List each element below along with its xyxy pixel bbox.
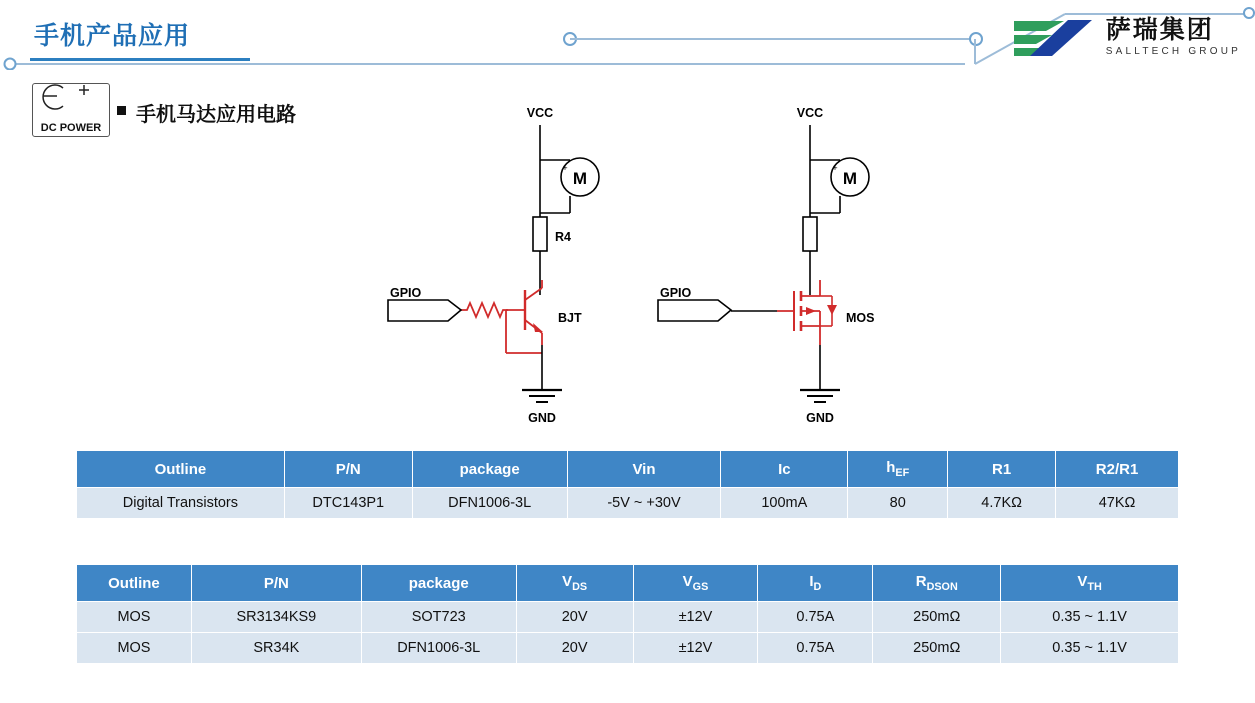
cell-hef: 80 bbox=[848, 488, 948, 519]
cell-outline: MOS bbox=[77, 602, 192, 633]
cell-vth: 0.35 ~ 1.1V bbox=[1001, 602, 1179, 633]
cell-vds: 20V bbox=[516, 602, 633, 633]
cell-id: 0.75A bbox=[758, 633, 873, 664]
th-pn: P/N bbox=[191, 565, 361, 602]
cell-vgs: ±12V bbox=[633, 602, 758, 633]
th-outline: Outline bbox=[77, 451, 285, 488]
th-vds: $V_{DS}$ bbox=[516, 565, 633, 602]
circuit-schematic bbox=[330, 95, 950, 435]
th-package: package bbox=[361, 565, 516, 602]
digital-transistors-table bbox=[76, 450, 1179, 519]
th-vgs: $V_{GS}$ bbox=[633, 565, 758, 602]
cell-outline: Digital Transistors bbox=[77, 488, 285, 519]
table-row bbox=[77, 602, 1179, 633]
cell-rdson: 250mΩ bbox=[873, 633, 1001, 664]
cell-pn: SR3134KS9 bbox=[191, 602, 361, 633]
svg-text:GPIO: GPIO bbox=[390, 286, 422, 300]
cell-vgs: ±12V bbox=[633, 633, 758, 664]
cell-package: DFN1006-3L bbox=[412, 488, 567, 519]
title-underline bbox=[30, 58, 250, 61]
cell-r1: 4.7KΩ bbox=[948, 488, 1056, 519]
mos-table bbox=[76, 564, 1179, 664]
th-hef: $h_{EF}$ bbox=[848, 451, 948, 488]
cell-pn: DTC143P1 bbox=[284, 488, 412, 519]
cell-pn: SR34K bbox=[191, 633, 361, 664]
table-header-row bbox=[77, 451, 1179, 488]
table-row bbox=[77, 633, 1179, 664]
cell-package: DFN1006-3L bbox=[361, 633, 516, 664]
cell-package: SOT723 bbox=[361, 602, 516, 633]
logo-text-cn: 萨瑞集团 bbox=[1105, 16, 1214, 44]
svg-text:MOS: MOS bbox=[846, 311, 875, 325]
cell-id: 0.75A bbox=[758, 602, 873, 633]
page-header bbox=[0, 0, 1255, 70]
th-package: package bbox=[412, 451, 567, 488]
cell-ic: 100mA bbox=[721, 488, 848, 519]
svg-text:+: + bbox=[562, 163, 568, 173]
th-r1: R1 bbox=[948, 451, 1056, 488]
th-outline: Outline bbox=[77, 565, 192, 602]
svg-text:GND: GND bbox=[806, 411, 834, 425]
cell-vth: 0.35 ~ 1.1V bbox=[1001, 633, 1179, 664]
logo-mark-icon bbox=[1012, 19, 1096, 57]
section-title: 手机马达应用电路 bbox=[136, 104, 296, 126]
cell-outline: MOS bbox=[77, 633, 192, 664]
page-title: 手机产品应用 bbox=[34, 22, 191, 50]
svg-text:VCC: VCC bbox=[796, 106, 824, 120]
section-bullet-icon bbox=[117, 106, 126, 115]
th-id: $I_D$ bbox=[758, 565, 873, 602]
table-row bbox=[77, 488, 1179, 519]
th-vth: $V_{TH}$ bbox=[1001, 565, 1179, 602]
svg-text:M: M bbox=[572, 169, 588, 188]
th-r2r1: R2/R1 bbox=[1056, 451, 1179, 488]
table-header-row bbox=[77, 565, 1179, 602]
company-logo bbox=[1012, 18, 1241, 57]
svg-text:BJT: BJT bbox=[558, 311, 582, 325]
th-vin: Vin bbox=[567, 451, 721, 488]
cell-rdson: 250mΩ bbox=[873, 602, 1001, 633]
dc-power-badge bbox=[32, 83, 110, 137]
svg-text:VCC: VCC bbox=[526, 106, 554, 120]
cell-vds: 20V bbox=[516, 633, 633, 664]
dc-power-label: DC POWER bbox=[40, 122, 102, 134]
svg-text:R4: R4 bbox=[555, 230, 571, 244]
logo-text-en: SALLTECH GROUP bbox=[1105, 46, 1241, 57]
svg-text:M: M bbox=[842, 169, 858, 188]
th-ic: Ic bbox=[721, 451, 848, 488]
svg-text:+: + bbox=[832, 163, 838, 173]
cell-vin: -5V ~ +30V bbox=[567, 488, 721, 519]
svg-text:GPIO: GPIO bbox=[660, 286, 692, 300]
th-rdson: $R_{DSON}$ bbox=[873, 565, 1001, 602]
cell-r2r1: 47KΩ bbox=[1056, 488, 1179, 519]
svg-text:GND: GND bbox=[528, 411, 556, 425]
th-pn: P/N bbox=[284, 451, 412, 488]
